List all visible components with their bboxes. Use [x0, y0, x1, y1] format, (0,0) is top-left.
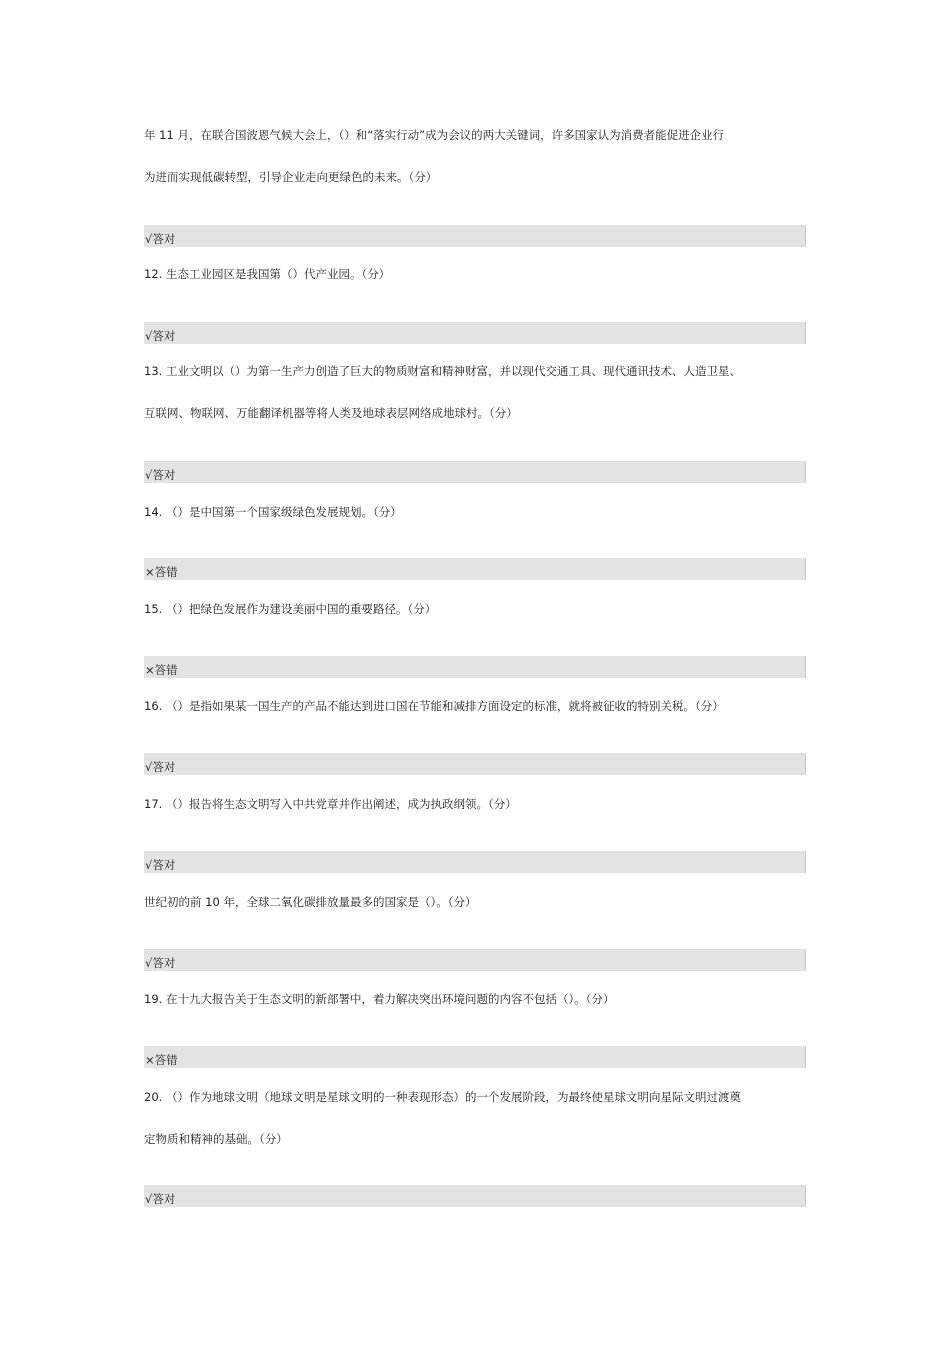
answer-result: √答对: [145, 760, 176, 774]
answer-result-bar: [144, 461, 806, 483]
question-text: 12. 生态工业园区是我国第（）代产业园。（分）: [144, 267, 391, 281]
answer-result: ×答错: [145, 1053, 178, 1067]
answer-result-bar: [144, 851, 806, 873]
answer-result: ×答错: [145, 565, 178, 579]
answer-result: √答对: [145, 858, 176, 872]
answer-result-bar: [144, 753, 806, 775]
question-text: 14. （）是中国第一个国家级绿色发展规划。（分）: [144, 505, 402, 519]
question-text: 16. （）是指如果某一国生产的产品不能达到进口国在节能和减排方面设定的标准，就将被征收的特别关税。（分）: [144, 699, 724, 713]
question-text: 15. （）把绿色发展作为建设美丽中国的重要路径。（分）: [144, 602, 437, 616]
answer-result: √答对: [145, 468, 176, 482]
question-text: 19. 在十九大报告关于生态文明的新部署中，着力解决突出环境问题的内容不包括（）。（分）: [144, 992, 615, 1006]
question-text: 20. （）作为地球文明（地球文明是星球文明的一种表现形态）的一个发展阶段，为最终使星球文明向星际文明过渡奠: [144, 1090, 741, 1104]
question-text: 互联网、物联网、万能翻译机器等将人类及地球表层网络成地球村。（分）: [144, 406, 518, 420]
answer-result-bar: [144, 558, 806, 580]
answer-result-bar: [144, 1046, 806, 1068]
question-text: 世纪初的前 10 年，全球二氧化碳排放量最多的国家是（）。（分）: [144, 895, 477, 909]
question-text: 年 11 月，在联合国波恩气候大会上，（）和“落实行动”成为会议的两大关键词，许多国家认为消费者能促进企业行: [144, 128, 725, 142]
question-text: 为进而实现低碳转型，引导企业走向更绿色的未来。（分）: [144, 170, 438, 184]
answer-result-bar: [144, 656, 806, 678]
answer-result: √答对: [145, 1192, 176, 1206]
answer-result: ×答错: [145, 663, 178, 677]
question-text: 17. （）报告将生态文明写入中共党章并作出阐述，成为执政纲领。（分）: [144, 797, 517, 811]
answer-result: √答对: [145, 232, 176, 246]
question-text: 定物质和精神的基础。（分）: [144, 1132, 288, 1146]
answer-result-bar: [144, 1185, 806, 1207]
answer-result-bar: [144, 322, 806, 344]
answer-result-bar: [144, 949, 806, 971]
question-text: 13. 工业文明以（）为第一生产力创造了巨大的物质财富和精神财富，并以现代交通工具、现代通讯技术、人造卫星、: [144, 364, 741, 378]
answer-result: √答对: [145, 329, 176, 343]
answer-result: √答对: [145, 956, 176, 970]
answer-result-bar: [144, 225, 806, 247]
